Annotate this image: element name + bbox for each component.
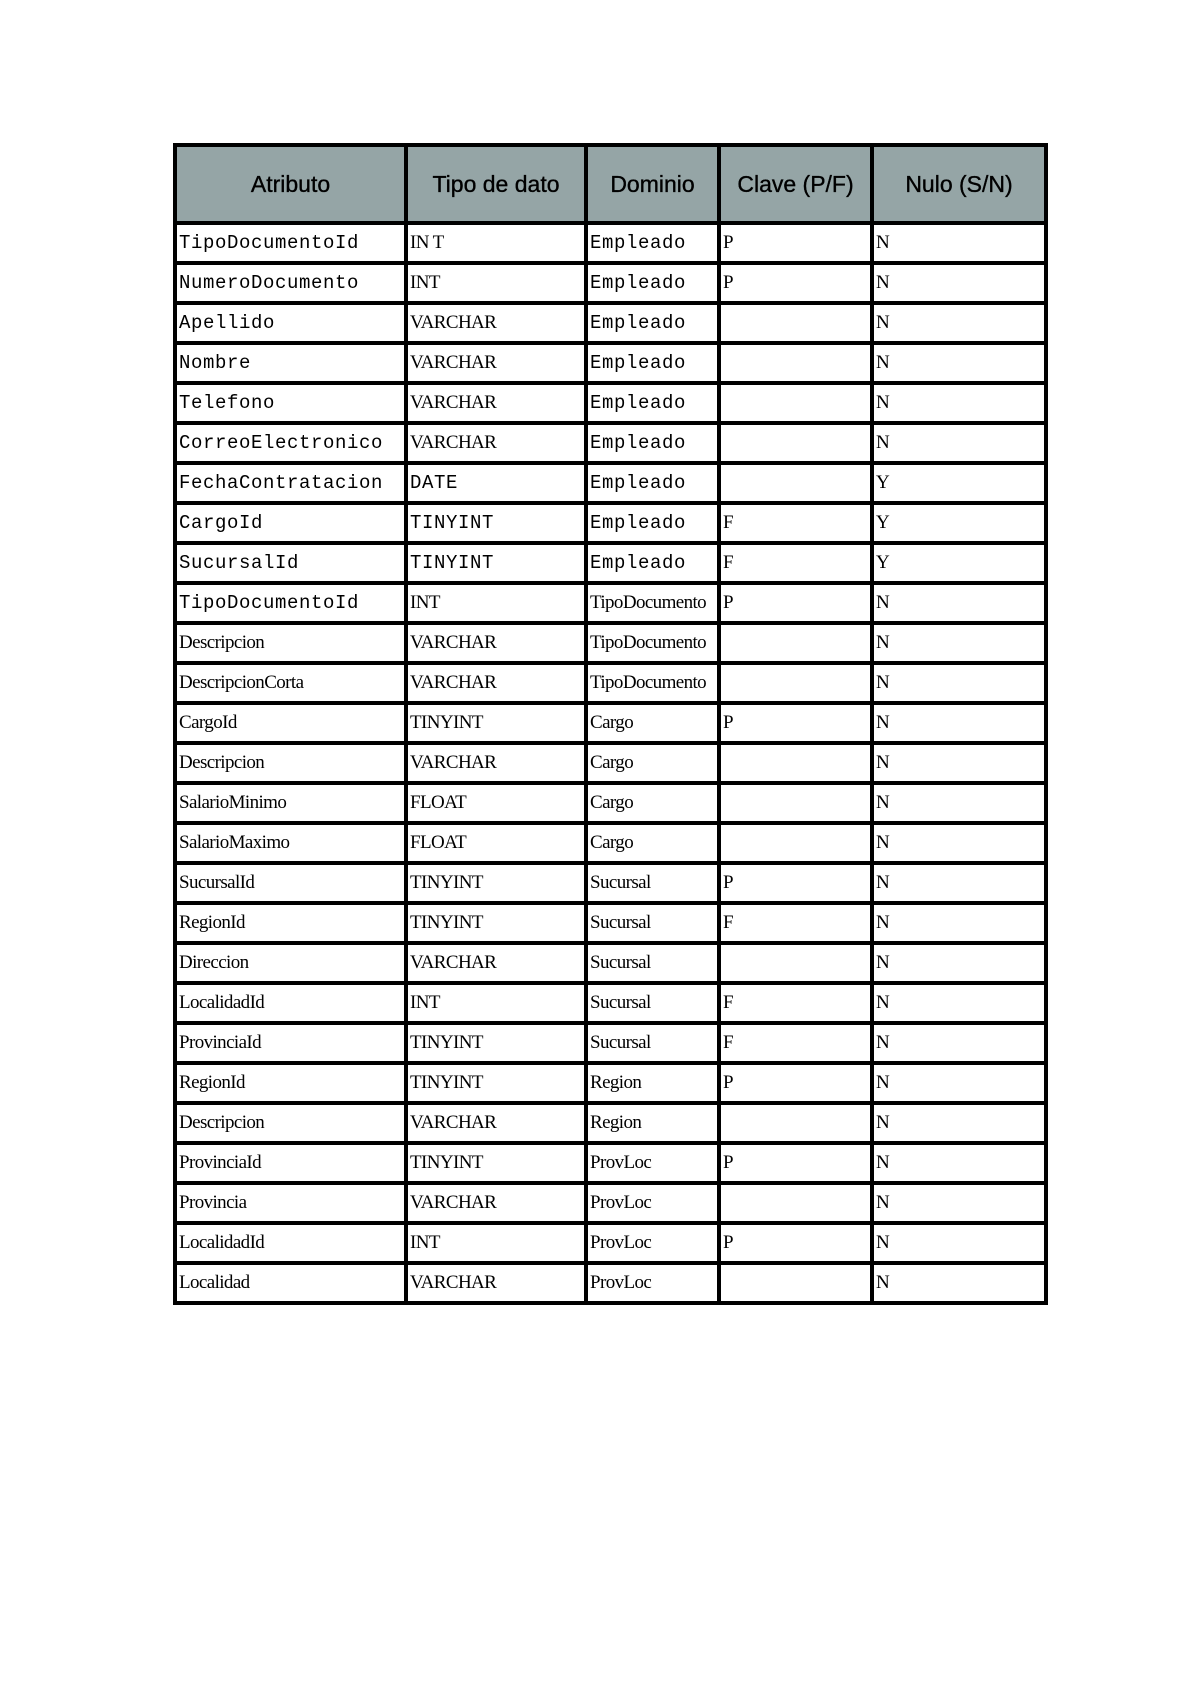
table-row bbox=[177, 865, 1044, 901]
cell-nulo: N bbox=[874, 385, 1044, 421]
header-dominio: Dominio bbox=[588, 147, 717, 221]
table-row bbox=[177, 1145, 1044, 1181]
cell-tipo-de-dato: INT bbox=[408, 985, 584, 1021]
cell-dominio: Sucursal bbox=[588, 945, 717, 981]
cell-dominio: Sucursal bbox=[588, 1025, 717, 1061]
cell-nulo: Y bbox=[874, 505, 1044, 541]
table-row bbox=[177, 705, 1044, 741]
cell-atributo: CorreoElectronico bbox=[177, 425, 404, 461]
table-row bbox=[177, 985, 1044, 1021]
cell-dominio: Empleado bbox=[588, 265, 717, 301]
cell-tipo-de-dato: TINYINT bbox=[408, 865, 584, 901]
table-row bbox=[177, 265, 1044, 301]
cell-clave bbox=[721, 1265, 870, 1301]
cell-atributo: NumeroDocumento bbox=[177, 265, 404, 301]
cell-tipo-de-dato: TINYINT bbox=[408, 705, 584, 741]
cell-tipo-de-dato: IN T bbox=[408, 225, 584, 261]
cell-atributo: RegionId bbox=[177, 1065, 404, 1101]
header-clave: Clave (P/F) bbox=[721, 147, 870, 221]
cell-dominio: Sucursal bbox=[588, 985, 717, 1021]
cell-nulo: N bbox=[874, 865, 1044, 901]
cell-clave bbox=[721, 1105, 870, 1141]
cell-clave bbox=[721, 785, 870, 821]
cell-atributo: Direccion bbox=[177, 945, 404, 981]
cell-clave bbox=[721, 825, 870, 861]
cell-tipo-de-dato: VARCHAR bbox=[408, 425, 584, 461]
table-row bbox=[177, 385, 1044, 421]
cell-dominio: Cargo bbox=[588, 745, 717, 781]
cell-clave bbox=[721, 1185, 870, 1221]
cell-tipo-de-dato: VARCHAR bbox=[408, 1185, 584, 1221]
cell-clave: P bbox=[721, 1065, 870, 1101]
cell-dominio: Sucursal bbox=[588, 905, 717, 941]
cell-dominio: TipoDocumento bbox=[588, 625, 717, 661]
cell-nulo: Y bbox=[874, 545, 1044, 581]
table-row bbox=[177, 225, 1044, 261]
cell-atributo: Descripcion bbox=[177, 625, 404, 661]
cell-nulo: N bbox=[874, 225, 1044, 261]
cell-clave bbox=[721, 745, 870, 781]
table-row bbox=[177, 905, 1044, 941]
table-row bbox=[177, 625, 1044, 661]
cell-atributo: ProvinciaId bbox=[177, 1025, 404, 1061]
cell-nulo: N bbox=[874, 625, 1044, 661]
cell-clave: P bbox=[721, 1225, 870, 1261]
cell-nulo: N bbox=[874, 945, 1044, 981]
cell-clave: F bbox=[721, 545, 870, 581]
table-body bbox=[177, 225, 1044, 1301]
cell-tipo-de-dato: VARCHAR bbox=[408, 345, 584, 381]
cell-dominio: ProvLoc bbox=[588, 1265, 717, 1301]
cell-nulo: N bbox=[874, 1105, 1044, 1141]
cell-nulo: N bbox=[874, 265, 1044, 301]
cell-nulo: N bbox=[874, 1065, 1044, 1101]
cell-nulo: N bbox=[874, 825, 1044, 861]
cell-tipo-de-dato: TINYINT bbox=[408, 1025, 584, 1061]
table-row bbox=[177, 305, 1044, 341]
cell-dominio: ProvLoc bbox=[588, 1145, 717, 1181]
cell-clave: F bbox=[721, 505, 870, 541]
cell-atributo: FechaContratacion bbox=[177, 465, 404, 501]
header-nulo: Nulo (S/N) bbox=[874, 147, 1044, 221]
cell-atributo: DescripcionCorta bbox=[177, 665, 404, 701]
cell-atributo: LocalidadId bbox=[177, 985, 404, 1021]
cell-clave bbox=[721, 305, 870, 341]
cell-nulo: N bbox=[874, 585, 1044, 621]
cell-nulo: N bbox=[874, 705, 1044, 741]
table-row bbox=[177, 585, 1044, 621]
cell-dominio: ProvLoc bbox=[588, 1225, 717, 1261]
cell-nulo: N bbox=[874, 785, 1044, 821]
cell-dominio: ProvLoc bbox=[588, 1185, 717, 1221]
table-row bbox=[177, 425, 1044, 461]
cell-dominio: Empleado bbox=[588, 465, 717, 501]
cell-dominio: Empleado bbox=[588, 425, 717, 461]
cell-atributo: Nombre bbox=[177, 345, 404, 381]
cell-clave: F bbox=[721, 985, 870, 1021]
cell-tipo-de-dato: FLOAT bbox=[408, 785, 584, 821]
cell-dominio: Empleado bbox=[588, 545, 717, 581]
table-row bbox=[177, 1185, 1044, 1221]
table-row bbox=[177, 545, 1044, 581]
table-header-row bbox=[177, 147, 1044, 221]
cell-tipo-de-dato: TINYINT bbox=[408, 1065, 584, 1101]
cell-atributo: Descripcion bbox=[177, 1105, 404, 1141]
cell-atributo: CargoId bbox=[177, 505, 404, 541]
cell-atributo: SalarioMaximo bbox=[177, 825, 404, 861]
header-tipo-de-dato: Tipo de dato bbox=[408, 147, 584, 221]
cell-dominio: Empleado bbox=[588, 505, 717, 541]
cell-dominio: Region bbox=[588, 1105, 717, 1141]
cell-dominio: Cargo bbox=[588, 705, 717, 741]
cell-atributo: Telefono bbox=[177, 385, 404, 421]
cell-nulo: N bbox=[874, 1265, 1044, 1301]
table-row bbox=[177, 745, 1044, 781]
table-row bbox=[177, 1065, 1044, 1101]
cell-tipo-de-dato: FLOAT bbox=[408, 825, 584, 861]
cell-dominio: Sucursal bbox=[588, 865, 717, 901]
cell-nulo: N bbox=[874, 1185, 1044, 1221]
cell-tipo-de-dato: VARCHAR bbox=[408, 305, 584, 341]
cell-atributo: Descripcion bbox=[177, 745, 404, 781]
cell-clave bbox=[721, 345, 870, 381]
table-row bbox=[177, 785, 1044, 821]
cell-dominio: TipoDocumento bbox=[588, 585, 717, 621]
cell-atributo: Localidad bbox=[177, 1265, 404, 1301]
cell-dominio: Cargo bbox=[588, 785, 717, 821]
cell-nulo: N bbox=[874, 745, 1044, 781]
cell-tipo-de-dato: VARCHAR bbox=[408, 385, 584, 421]
cell-tipo-de-dato: VARCHAR bbox=[408, 665, 584, 701]
cell-clave bbox=[721, 945, 870, 981]
attribute-table bbox=[173, 143, 1048, 1305]
cell-nulo: N bbox=[874, 1025, 1044, 1061]
table-row bbox=[177, 1105, 1044, 1141]
table-row bbox=[177, 1025, 1044, 1061]
table-row bbox=[177, 825, 1044, 861]
cell-nulo: N bbox=[874, 985, 1044, 1021]
table-row bbox=[177, 505, 1044, 541]
table-row bbox=[177, 945, 1044, 981]
cell-dominio: Empleado bbox=[588, 305, 717, 341]
cell-atributo: TipoDocumentoId bbox=[177, 225, 404, 261]
cell-nulo: N bbox=[874, 1145, 1044, 1181]
cell-clave bbox=[721, 665, 870, 701]
cell-atributo: SucursalId bbox=[177, 545, 404, 581]
cell-tipo-de-dato: VARCHAR bbox=[408, 1105, 584, 1141]
cell-tipo-de-dato: TINYINT bbox=[408, 1145, 584, 1181]
cell-atributo: SalarioMinimo bbox=[177, 785, 404, 821]
cell-nulo: N bbox=[874, 665, 1044, 701]
cell-atributo: LocalidadId bbox=[177, 1225, 404, 1261]
cell-atributo: Apellido bbox=[177, 305, 404, 341]
cell-clave bbox=[721, 425, 870, 461]
cell-tipo-de-dato: TINYINT bbox=[408, 545, 584, 581]
cell-atributo: TipoDocumentoId bbox=[177, 585, 404, 621]
cell-clave: P bbox=[721, 865, 870, 901]
cell-tipo-de-dato: VARCHAR bbox=[408, 945, 584, 981]
table-row bbox=[177, 1265, 1044, 1301]
cell-tipo-de-dato: DATE bbox=[408, 465, 584, 501]
cell-tipo-de-dato: TINYINT bbox=[408, 505, 584, 541]
cell-clave: F bbox=[721, 905, 870, 941]
cell-nulo: N bbox=[874, 1225, 1044, 1261]
cell-atributo: ProvinciaId bbox=[177, 1145, 404, 1181]
cell-clave bbox=[721, 385, 870, 421]
table-row bbox=[177, 345, 1044, 381]
cell-dominio: Region bbox=[588, 1065, 717, 1101]
table-row bbox=[177, 1225, 1044, 1261]
cell-dominio: Empleado bbox=[588, 225, 717, 261]
table-row bbox=[177, 465, 1044, 501]
cell-nulo: Y bbox=[874, 465, 1044, 501]
cell-dominio: Empleado bbox=[588, 345, 717, 381]
cell-clave: P bbox=[721, 265, 870, 301]
cell-dominio: TipoDocumento bbox=[588, 665, 717, 701]
cell-atributo: SucursalId bbox=[177, 865, 404, 901]
cell-atributo: Provincia bbox=[177, 1185, 404, 1221]
cell-nulo: N bbox=[874, 345, 1044, 381]
cell-clave bbox=[721, 465, 870, 501]
cell-tipo-de-dato: TINYINT bbox=[408, 905, 584, 941]
attribute-table-container bbox=[173, 143, 1045, 1305]
cell-tipo-de-dato: VARCHAR bbox=[408, 745, 584, 781]
cell-dominio: Empleado bbox=[588, 385, 717, 421]
cell-tipo-de-dato: INT bbox=[408, 1225, 584, 1261]
cell-nulo: N bbox=[874, 425, 1044, 461]
cell-clave: P bbox=[721, 705, 870, 741]
cell-nulo: N bbox=[874, 305, 1044, 341]
header-atributo: Atributo bbox=[177, 147, 404, 221]
cell-clave: P bbox=[721, 585, 870, 621]
table-row bbox=[177, 665, 1044, 701]
cell-tipo-de-dato: VARCHAR bbox=[408, 1265, 584, 1301]
cell-dominio: Cargo bbox=[588, 825, 717, 861]
cell-clave: P bbox=[721, 225, 870, 261]
cell-clave bbox=[721, 625, 870, 661]
cell-clave: P bbox=[721, 1145, 870, 1181]
cell-atributo: RegionId bbox=[177, 905, 404, 941]
cell-tipo-de-dato: INT bbox=[408, 585, 584, 621]
cell-tipo-de-dato: INT bbox=[408, 265, 584, 301]
cell-nulo: N bbox=[874, 905, 1044, 941]
cell-clave: F bbox=[721, 1025, 870, 1061]
cell-tipo-de-dato: VARCHAR bbox=[408, 625, 584, 661]
cell-atributo: CargoId bbox=[177, 705, 404, 741]
